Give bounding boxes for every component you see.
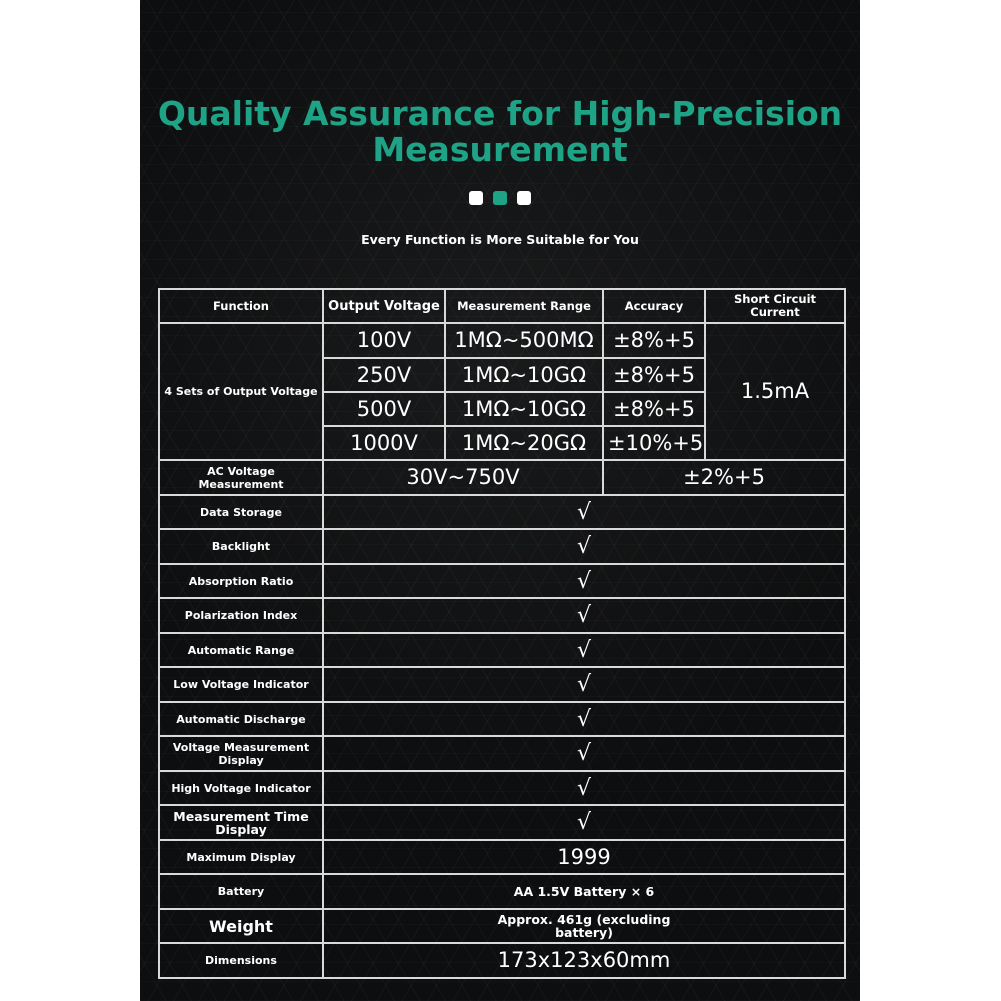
feature-label: Automatic Discharge [159,702,323,736]
table-row [159,736,845,771]
output-group-label: 4 Sets of Output Voltage [159,323,323,460]
checkmark-icon: √ [323,564,845,598]
checkmark-icon: √ [323,598,845,633]
feature-label: Automatic Range [159,633,323,667]
checkmark-icon: √ [323,805,845,840]
pagination-dot [517,191,531,205]
checkmark-icon: √ [323,633,845,667]
spec-label: Dimensions [159,943,323,978]
table-row [159,564,845,598]
short-circuit-current-cell: 1.5mA [705,323,845,460]
measurement-range-cell: 1MΩ~10GΩ [445,392,603,426]
feature-label: Backlight [159,529,323,564]
title-line-1: Quality Assurance for High-Precision [157,94,843,133]
checkmark-icon: √ [323,667,845,702]
table-row [159,633,845,667]
header-measurement-range: Measurement Range [445,289,603,323]
spec-label: Battery [159,874,323,909]
table-row [159,598,845,633]
checkmark-icon: √ [323,495,845,529]
spec-label: Maximum Display [159,840,323,874]
spec-value: 173x123x60mm [323,943,845,978]
table-row [159,460,845,495]
table-row [159,943,845,978]
checkmark-icon: √ [323,702,845,736]
table-row [159,667,845,702]
output-voltage-cell: 250V [323,358,445,392]
output-voltage-cell: 500V [323,392,445,426]
table-row [159,323,845,358]
spec-value: AA 1.5V Battery × 6 [323,874,845,909]
checkmark-icon: √ [323,529,845,564]
table-row [159,909,845,943]
output-voltage-cell: 1000V [323,426,445,460]
output-voltage-cell: 100V [323,323,445,358]
header-function: Function [159,289,323,323]
spec-value: 1999 [323,840,845,874]
title-line-2: Measurement [372,130,628,169]
checkmark-icon: √ [323,771,845,805]
spec-table [158,288,846,979]
subtitle: Every Function is More Suitable for You [361,232,639,247]
spec-label: Weight [159,909,323,943]
accuracy-cell: ±8%+5 [603,358,705,392]
checkmark-icon: √ [323,736,845,771]
accuracy-cell: ±8%+5 [603,323,705,358]
header-accuracy: Accuracy [603,289,705,323]
feature-label: High Voltage Indicator [159,771,323,805]
table-row [159,805,845,840]
measurement-range-cell: 1MΩ~500MΩ [445,323,603,358]
feature-label: Voltage Measurement Display [159,736,323,771]
page-title [140,96,860,168]
table-row [159,495,845,529]
feature-label: Data Storage [159,495,323,529]
ac-voltage-range: 30V~750V [323,460,603,495]
table-row [159,771,845,805]
feature-label: Polarization Index [159,598,323,633]
pagination-dot-active [493,191,507,205]
table-header-row [159,289,845,323]
table-row [159,702,845,736]
ac-voltage-accuracy: ±2%+5 [603,460,845,495]
measurement-range-cell: 1MΩ~20GΩ [445,426,603,460]
pagination-dots [140,191,860,205]
feature-label: Low Voltage Indicator [159,667,323,702]
table-row [159,874,845,909]
table-row [159,529,845,564]
ac-voltage-label: AC Voltage Measurement [159,460,323,495]
table-row [159,840,845,874]
spec-value: Approx. 461g (excluding battery) [323,909,845,943]
header-output-voltage: Output Voltage [323,289,445,323]
measurement-range-cell: 1MΩ~10GΩ [445,358,603,392]
feature-label: Absorption Ratio [159,564,323,598]
accuracy-cell: ±8%+5 [603,392,705,426]
header-short-circuit-current: Short Circuit Current [705,289,845,323]
accuracy-cell: ±10%+5 [603,426,705,460]
pagination-dot [469,191,483,205]
feature-label: Measurement Time Display [159,805,323,840]
